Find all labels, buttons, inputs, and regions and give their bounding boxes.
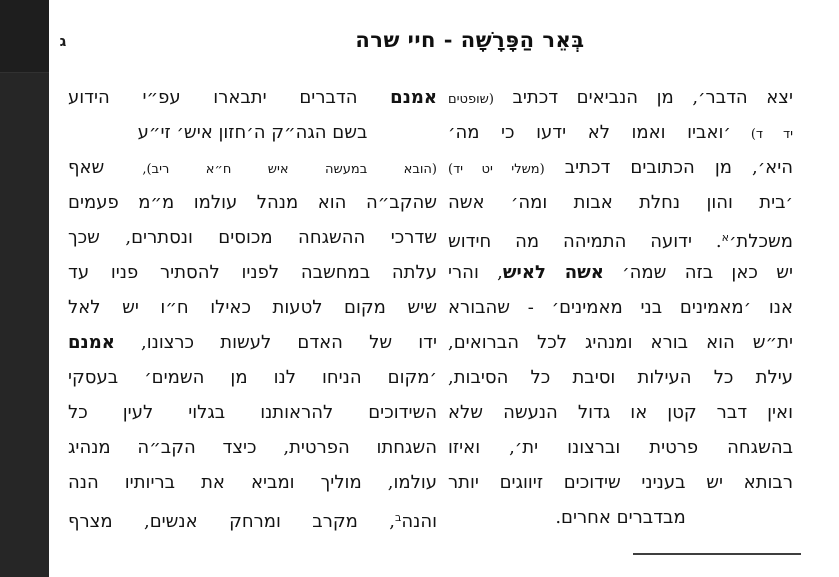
text-run: השידוכים להראותנו בגלוי לעין כל xyxy=(68,402,437,423)
page-number: ג xyxy=(59,32,67,50)
text-line xyxy=(448,500,793,535)
text-line xyxy=(68,150,437,185)
text-line xyxy=(448,80,793,115)
footnote-reference-letter: א xyxy=(721,231,729,244)
text-run: בהשגחה פרטית וברצונו ית׳, ואיזו xyxy=(448,437,793,458)
source-citation: (שופטים xyxy=(448,92,494,107)
text-line xyxy=(448,255,793,290)
text-run: עלתה במחשבה לפניו להסתיר פניו עד xyxy=(68,262,437,283)
text-run: יצא הדבר׳, מן הנביאים דכתיב xyxy=(493,87,793,108)
text-run: היא׳, מן הכתובים דכתיב xyxy=(544,157,793,178)
text-run: ׳ואביו ואמו לא ידעו כי מה׳ xyxy=(448,122,731,143)
viewer-dark-edge-bar xyxy=(0,0,49,577)
source-citation: יד ד) xyxy=(730,127,793,142)
text-run: עולמו, מוליך ומביא את בריותיו הנה xyxy=(68,472,437,493)
text-column-left xyxy=(68,80,437,535)
text-line xyxy=(448,325,793,360)
bold-emphasis-run: אמנם xyxy=(68,332,115,353)
text-run: עילת כל העילות וסיבת כל הסיבות, xyxy=(448,367,793,388)
text-run: בשם הגה״ק ה׳חזון איש׳ זי״ע xyxy=(137,122,368,143)
text-run: שיש מקום לטעות כאילו ח״ו יש לאל xyxy=(68,297,437,318)
text-line xyxy=(68,290,437,325)
text-line xyxy=(448,430,793,465)
text-run: ית״ש הוא בורא ומנהיג לכל הברואים, xyxy=(448,332,793,353)
footnote-reference-letter: ב xyxy=(395,511,402,524)
text-line xyxy=(448,290,793,325)
text-run: שאף xyxy=(68,157,143,178)
text-run: והנה xyxy=(401,511,437,532)
text-run: רבותא יש בעניני שידוכים זיווגים יותר xyxy=(448,472,793,493)
source-citation: (משלי יט יד) xyxy=(448,162,545,177)
page-header-title: בְּאֵר הַפָּרָשָׁה - חיי שרה xyxy=(355,27,585,52)
text-line xyxy=(448,395,793,430)
text-run: ׳מקום הניחו לנו מן השמים׳ בעסקי xyxy=(68,367,437,388)
text-line xyxy=(448,115,793,150)
text-line xyxy=(448,465,793,500)
text-line xyxy=(448,220,793,255)
text-line xyxy=(68,500,437,535)
text-run: . ידועה התמיהה מה חידוש xyxy=(448,231,722,252)
text-column-right xyxy=(448,80,793,535)
text-line xyxy=(68,185,437,220)
text-line xyxy=(68,465,437,500)
text-run: ידו של האדם לעשות כרצונו, xyxy=(114,332,437,353)
text-line xyxy=(68,325,437,360)
footnote-separator-rule xyxy=(633,553,801,555)
text-run: מבדברים אחרים. xyxy=(555,507,686,528)
text-run: ואין דבר קטן או גדול הנעשה שלא xyxy=(448,402,793,423)
bold-emphasis-run: אמנם xyxy=(390,87,437,108)
text-line xyxy=(68,220,437,255)
text-line xyxy=(448,185,793,220)
source-citation: (הובא במעשה איש ח״א ריב), xyxy=(142,162,437,177)
text-line xyxy=(68,395,437,430)
viewer-dark-edge-bar-top xyxy=(0,0,49,73)
text-line xyxy=(68,360,437,395)
text-run: ׳בית והון נחלת אבות ומה׳ אשה xyxy=(448,192,793,213)
text-run: אנו ׳מאמינים בני מאמינים׳ - שהבורא xyxy=(448,297,793,318)
text-line xyxy=(68,80,437,115)
text-run: הדברים יתבארו עפ״י הידוע xyxy=(68,87,391,108)
text-line xyxy=(68,115,437,150)
text-line xyxy=(68,255,437,290)
text-run: , מקרב ומרחק אנשים, מצרף xyxy=(68,511,395,532)
text-line xyxy=(448,150,793,185)
text-run: השגחתו הפרטית, כיצד הקב״ה מנהיג xyxy=(68,437,437,458)
text-run: יש כאן בזה שמה׳ xyxy=(603,262,793,283)
bold-emphasis-run: אשה לאיש xyxy=(502,262,604,283)
text-run: שדרכי ההשגחה מכוסים ונסתרים, שכך xyxy=(68,227,437,248)
text-run: שהקב״ה הוא מנהל עולמו מ״מ פעמים xyxy=(68,192,437,213)
text-run: משכלת׳ xyxy=(728,231,793,252)
text-run: , והרי xyxy=(448,262,503,283)
text-line xyxy=(68,430,437,465)
text-line xyxy=(448,360,793,395)
